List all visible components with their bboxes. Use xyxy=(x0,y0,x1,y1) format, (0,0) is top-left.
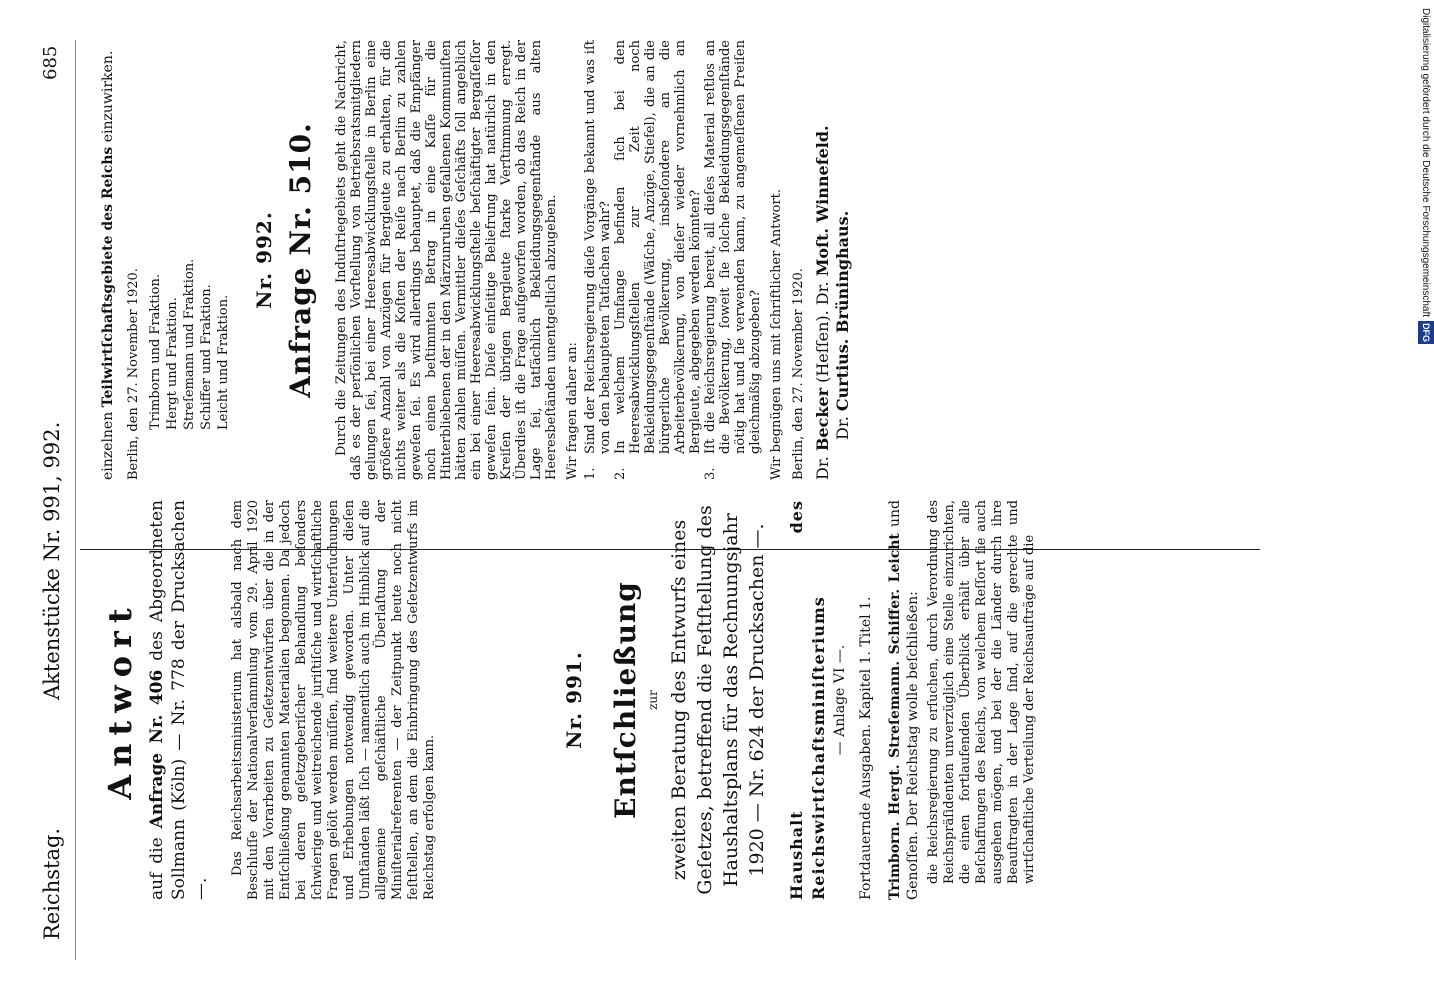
signer: Schiffer und Fraktion. xyxy=(199,284,214,430)
question-number: 1. xyxy=(583,467,598,480)
doc-number-991: Nr. 991. xyxy=(562,651,586,749)
antwort-title: Antwort xyxy=(101,600,139,800)
sig-names: Moſt. Winnefeld. xyxy=(813,125,832,277)
anfrage-title: Anfrage Nr. 510. xyxy=(284,122,317,398)
entschliessung-title: Entſchließung xyxy=(609,581,642,819)
signature-line-1 xyxy=(813,40,833,480)
movers-names: Trimborn. Hergt. Streſemann. Schiffer. Leicht xyxy=(887,533,903,900)
dfg-caption: Digitalisierung gefördert durch die Deutsche Forschungsgemeinschaft xyxy=(1420,8,1431,318)
signer: Streſemann und Fraktion. xyxy=(182,258,197,430)
column-nr-991 xyxy=(560,500,1038,900)
ref-pre: auf die xyxy=(147,828,167,900)
sig-mid: (Heſſen). Dr. xyxy=(813,276,832,388)
closing-line: Wir begnügen uns mit ſchriftlicher Antwort. xyxy=(769,188,784,480)
anfrage-date: Berlin, den 27. November 1920. xyxy=(791,268,806,480)
cont-bold: Teilwirtſchaftsgebiete des Reichs xyxy=(100,146,116,408)
question-item xyxy=(703,40,763,480)
entschliessung-zur: zur xyxy=(646,690,660,710)
section-heading: Haushalt des Reichswirtſchaftsminiſteriums xyxy=(787,500,828,900)
signer-list xyxy=(147,40,232,480)
signer: Trimborn und Fraktion. xyxy=(148,273,163,430)
question-text: Sind der Reichsregierung dieſe Vorgänge bekannt und was iſt von den behaupteten Tatſachen wahr? xyxy=(583,40,613,454)
signature-line-2 xyxy=(833,40,853,480)
signer: Hergt und Fraktion. xyxy=(165,297,180,430)
ref-post: des Abgeordneten Sollmann (Köln) — Nr. 778 der Drucksachen —. xyxy=(147,500,211,900)
sig-name: Becker xyxy=(813,387,832,452)
question-text: In welchem Umfange befinden ſich bei den Heeresabwicklungsſtellen zur Zeit noch Bekleidungsgegenſtände (Wäſche, Anzüge, Stiefel), die an die bürgerliche Bevölkerung, insbeſondere an die Arbeiterbevölkerung, von dieſer wieder vornehmlich an Bergleute, abgegeben werden könnten? xyxy=(613,40,703,454)
continuation-text xyxy=(100,40,117,480)
movers-rest: und Genoſſen. Der Reichstag wolle beſchließen: xyxy=(887,500,921,900)
antwort-body: Das Reichsarbeitsministerium hat alsbald nach dem Beschluſſe der Nationalverſammlung vom 29. April 1920 mit den Vorarbeiten zu Geſetzentwürfen über die in der Entſchließung genannten Materialien begonnen. Da jedoch bei deren geſetzgeberiſcher Behandlung beſonders ſchwierige und weitreichende juriſtiſche und wirtſchaftliche Fragen gelöſt werden müſſen, ſind weitere Unterſuchungen und Erhebungen notwendig geworden. Unter dieſen Umſtänden läßt ſich — namentlich auch im Hinblick auf die allgemeine geſchäftliche Überlaſtung der Miniſterialreferenten — der Zeitpunkt heute noch nicht feſtſtellen, an dem die Einbringung des Geſetzentwurfs im Reichstag erfolgen kann. xyxy=(230,500,437,900)
question-number: 3. xyxy=(703,467,718,480)
resolution-text: die Reichsregierung zu erſuchen, durch Verordnung des Reichspräſidenten unverzüglich eine Stelle einzurichten, die einen fortlaufenden Überblick erhält über alle Beſchaffungen des Reichs, von welchem Reſſort ſie auch ausgehen mögen, und bei der die Länder durch ihre Beauftragten in der Lage ſind, auf die gerechte und wirtſchaftliche Verteilung der Reichsaufträge auf die xyxy=(926,500,1037,884)
movers-line xyxy=(886,500,922,900)
anlage-label: — Anlage VI —. xyxy=(832,644,848,756)
question-intro: Wir fragen daher an: xyxy=(565,342,580,480)
anfrage-body: Durch die Zeitungen des Induſtriegebiets geht die Nachricht, daß es der perſönlichen Vorſtellung von Betriebsratsmitgliedern gelungen ſei, bei einer Heeresabwicklungsſtelle in Berlin eine größere Anzahl von Anzügen für Bergleute zu erhalten, für die nichts weiter als die Koſten der Reiſe nach Berlin zu zahlen geweſen ſei. Es wird allerdings behauptet, daß die Empfänger noch einen beſtimmten Betrag in eine Kaſſe für die Hinterbliebenen der in den Märzunruhen gefallenen Kommuniſten hätten zahlen müſſen. Vermittler dieſes Geſchäfts ſoll angeblich ein bei einer Heeresabwicklungsſtelle beſchäftigter Bergaſſeſſor geweſen ſein. Dieſe einſeitige Beliefrung hat natürlich in den Kreiſen der übrigen Bergleute ſtarke Verſtimmung erregt. Überdies iſt die Frage aufgeworfen worden, ob das Reich in der Lage ſei, tatſächlich Bekleidungsgegenſtände aus alten Heeresbeſtänden unentgeltlich abzugeben. xyxy=(334,40,559,480)
cont-pre: einzelnen xyxy=(100,407,116,480)
question-item xyxy=(613,40,703,480)
question-item xyxy=(583,40,613,480)
question-text: Iſt die Reichsregierung bereit, all dieſes Material reſtlos an die Bevölkerung, ſoweit ſie ſolche Bekleidungsgegenſtände nötig hat und ſie verwenden kann, zu angemeſſenen Preiſen gleichmäßig abzugeben? xyxy=(703,40,763,454)
doc-number-992: Nr. 992. xyxy=(252,211,276,309)
sig-pre: Dr. xyxy=(833,411,852,440)
digitization-note-text xyxy=(1418,8,1434,992)
header-title: Aktenstücke Nr. 991, 992. xyxy=(40,421,64,700)
sig-names: Curtius. Brüninghaus. xyxy=(833,210,852,412)
ausgaben-line: Fortdauernde Ausgaben. Kapitel 1. Titel 1. xyxy=(858,596,874,900)
signer: Leicht und Fraktion. xyxy=(216,294,231,430)
page-number: 685 xyxy=(40,45,61,80)
question-list xyxy=(583,40,763,480)
dfg-logo: DFG xyxy=(1418,321,1434,344)
header-rule xyxy=(75,40,76,960)
header-left: Reichstag. xyxy=(40,827,64,940)
ref-bold: Anfrage Nr. 406 xyxy=(147,669,167,829)
entschliessung-subject: zweiten Beratung des Entwurfs eines Geſetzes, betreffend die Feſtſtellung des Haushaltsplans für das Rechnungsjahr 1920 — Nr. 624 der Drucksachen —. xyxy=(668,505,768,895)
column-nr-992 xyxy=(100,40,853,480)
question-number: 2. xyxy=(613,467,628,480)
antwort-reference xyxy=(146,500,212,900)
resolution-date: Berlin, den 27. November 1920. xyxy=(126,268,141,480)
sig-pre: Dr. xyxy=(813,451,832,480)
column-antwort xyxy=(100,500,438,900)
cont-post: einzuwirken. xyxy=(100,50,116,147)
